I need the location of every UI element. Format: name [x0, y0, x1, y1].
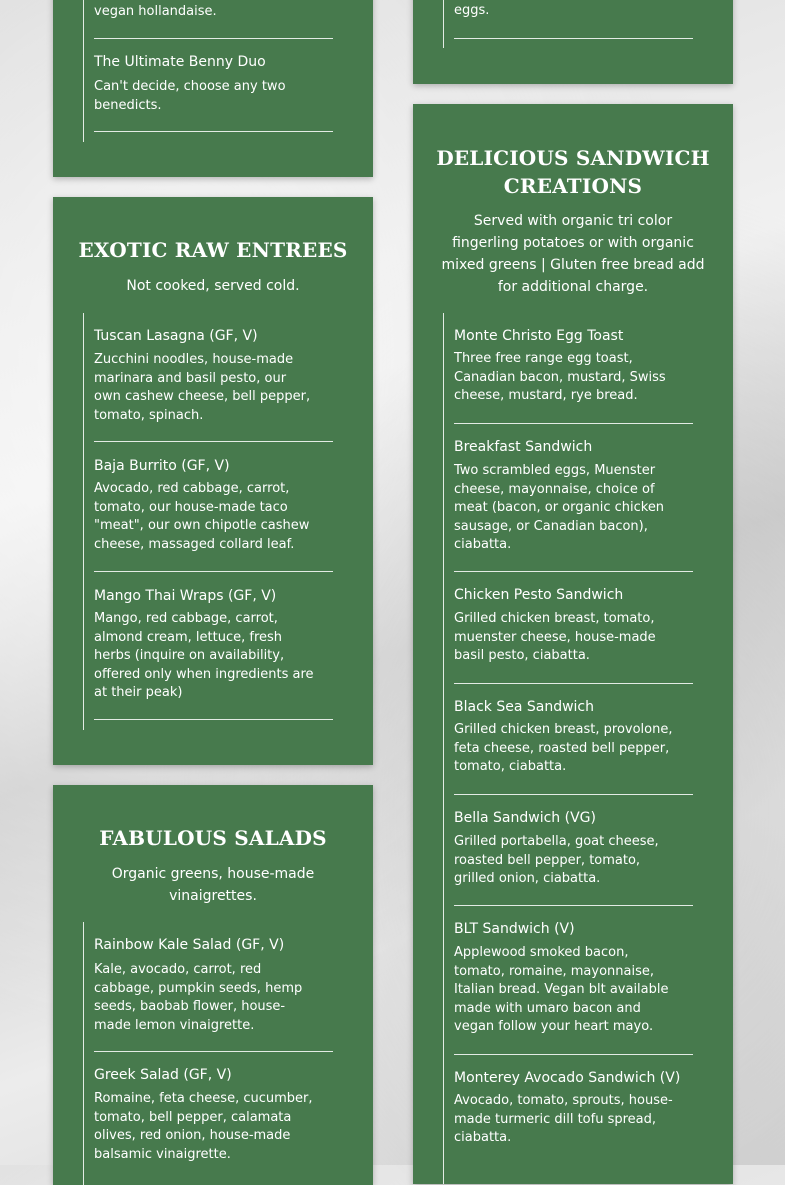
item-name: Rainbow Kale Salad (GF, V) — [94, 937, 285, 953]
item-description: Two scrambled eggs, Muenster cheese, mayonnaise, choice of meat (bacon, or organic chicken sausage, or Canadian bacon), ciabatta. — [454, 463, 665, 552]
section-title: FABULOUS SALADS — [99, 826, 327, 850]
item-separator — [454, 1054, 693, 1055]
card-divider-line — [83, 0, 84, 142]
item-name: Monte Christo Egg Toast — [454, 328, 624, 344]
item-description: Romaine, feta cheese, cucumber, tomato, bell pepper, calamata olives, red onion, house-made balsamic vinaigrette. — [94, 1091, 313, 1162]
section-subtitle: Not cooked, served cold. — [126, 278, 300, 294]
item-description: Kale, avocado, carrot, red cabbage, pumpkin seeds, hemp seeds, baobab flower, house-made lemon vinaigrette. — [94, 962, 303, 1033]
item-description: Zucchini noodles, house-made marinara and basil pesto, our own cashew cheese, bell pepper, tomato, spinach. — [94, 352, 311, 423]
item-description: Grilled portabella, goat cheese, roasted bell pepper, tomato, grilled onion, ciabatta. — [454, 834, 659, 886]
item-separator — [94, 719, 333, 720]
item-description: eggs. — [454, 3, 490, 18]
item-description: Grilled chicken breast, provolone, feta cheese, roasted bell pepper, tomato, ciabatta. — [454, 722, 673, 774]
top-right-card — [413, 0, 733, 84]
item-separator — [454, 905, 693, 906]
section-title: EXOTIC RAW ENTREES — [78, 238, 348, 262]
item-separator — [94, 38, 333, 39]
item-name: Greek Salad (GF, V) — [94, 1067, 232, 1083]
item-separator — [454, 571, 693, 572]
benedicts-card — [53, 0, 373, 177]
item-description: Avocado, tomato, sprouts, house-made turmeric dill tofu spread, ciabatta. — [454, 1093, 673, 1145]
card-divider-line — [83, 313, 84, 730]
item-separator — [454, 794, 693, 795]
item-separator — [454, 38, 693, 39]
item-name: Breakfast Sandwich — [454, 439, 593, 455]
item-name: Black Sea Sandwich — [454, 699, 594, 715]
section-subtitle: Organic greens, house-made vinaigrettes. — [111, 866, 315, 904]
item-separator — [94, 131, 333, 132]
item-separator — [94, 1051, 333, 1052]
item-name: BLT Sandwich (V) — [454, 921, 575, 937]
sandwiches-card — [413, 104, 733, 1184]
item-description: Mango, red cabbage, carrot, almond cream, lettuce, fresh herbs (inquire on availability, offered only when ingredients are at their peak) — [94, 611, 314, 700]
section-title: DELICIOUS SANDWICH CREATIONS — [436, 146, 710, 198]
item-description: vegan hollandaise. — [94, 4, 217, 19]
item-description: Grilled chicken breast, tomato, muenster cheese, house-made basil pesto, ciabatta. — [454, 611, 656, 663]
item-name: The Ultimate Benny Duo — [94, 54, 266, 70]
item-separator — [94, 571, 333, 572]
item-separator — [454, 683, 693, 684]
item-name: Tuscan Lasagna (GF, V) — [94, 328, 258, 344]
item-separator — [454, 423, 693, 424]
item-name: Monterey Avocado Sandwich (V) — [454, 1070, 681, 1086]
item-name: Mango Thai Wraps (GF, V) — [94, 588, 277, 604]
section-subtitle: Served with organic tri color fingerling potatoes or with organic mixed greens | Gluten free bread add for additional charge. — [441, 213, 705, 295]
card-divider-line — [443, 0, 444, 48]
card-divider-line — [83, 922, 84, 1185]
item-separator — [94, 441, 333, 442]
card-divider-line — [443, 313, 444, 1184]
item-description: Applewood smoked bacon, tomato, romaine, mayonnaise, Italian bread. Vegan blt available made with umaro bacon and vegan follow your heart mayo. — [454, 945, 669, 1034]
salads-card — [53, 785, 373, 1185]
item-description: Can't decide, choose any two benedicts. — [94, 79, 286, 113]
raw-entrees-card — [53, 197, 373, 765]
item-name: Chicken Pesto Sandwich — [454, 587, 624, 603]
item-name: Bella Sandwich (VG) — [454, 810, 596, 826]
item-name: Baja Burrito (GF, V) — [94, 458, 230, 474]
item-description: Three free range egg toast, Canadian bacon, mustard, Swiss cheese, mustard, rye bread. — [454, 351, 666, 403]
item-description: Avocado, red cabbage, carrot, tomato, our house-made taco "meat", our own chipotle cashew cheese, massaged collard leaf. — [94, 481, 310, 552]
